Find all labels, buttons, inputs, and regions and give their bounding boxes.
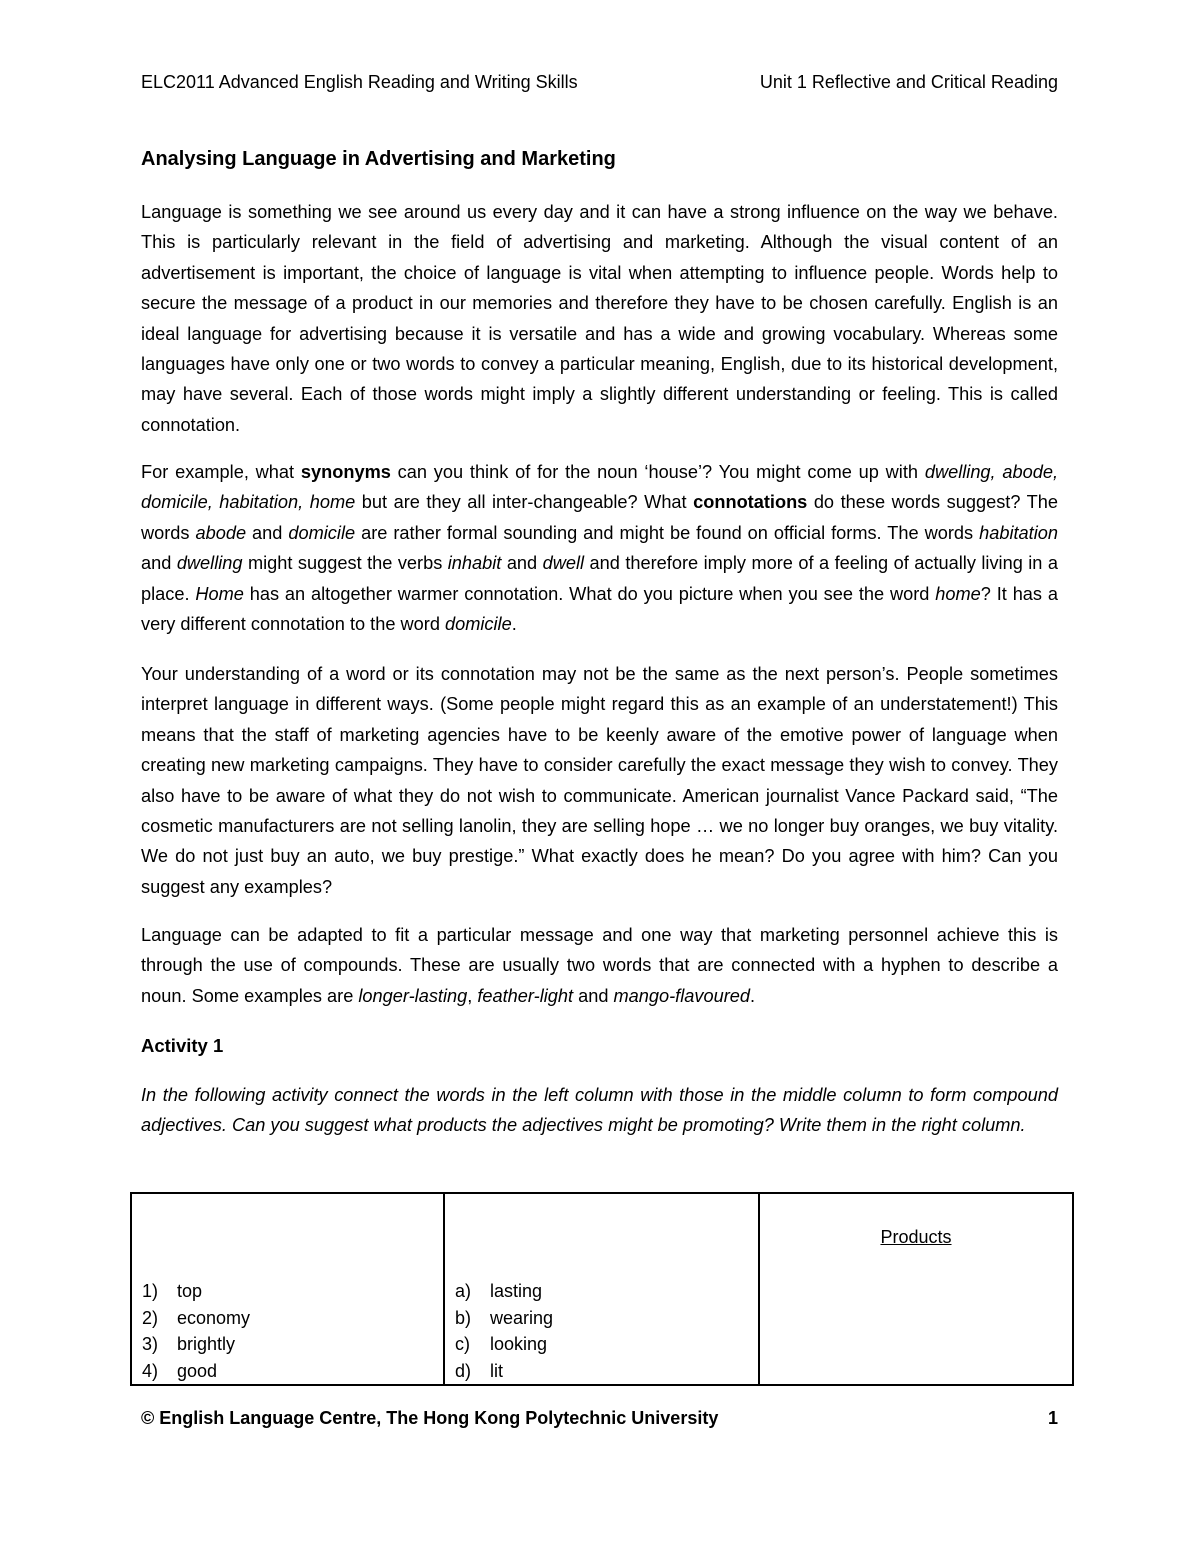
item-marker: a) [455, 1281, 472, 1301]
bold-term: connotations [693, 492, 808, 513]
page-number: 1 [1047, 1408, 1058, 1428]
item-word: brightly [177, 1334, 236, 1354]
paragraph-1: Language is something we see around us every day and it can have a strong influence on the way we behave. This is particularly relevant in the field of advertising and marketing. Although the visual content of an advertisement is important, the choice of language is vital when attempting to influence people. Words help to secure the message of a product in our memories and therefore they have to be chosen carefully. English is an ideal language for advertising because it is versatile and has a wide and growing vocabulary. Whereas some languages have only one or two words to convey a particular meaning, English, due to its historical development, may have several. Each of those words might imply a slightly different understanding or feeling. This is called connotation. [141, 202, 1058, 435]
copyright-notice: © English Language Centre, The Hong Kong Polytechnic University [141, 1408, 719, 1428]
bold-term: synonyms [300, 462, 391, 482]
page-header [141, 72, 1058, 93]
text-run: For example, what [141, 462, 301, 482]
text-run: and therefore imply more of a feeling of actually living in a place. [141, 553, 1058, 604]
products-header: Products [880, 1227, 952, 1247]
left-word-list [132, 1278, 443, 1384]
italic-term: dwelling [176, 553, 243, 574]
item-marker: 2) [142, 1307, 159, 1328]
text-run: and [246, 522, 289, 543]
paragraph-4 [141, 920, 1058, 1011]
table-row [131, 1193, 1073, 1385]
item-marker: 3) [142, 1334, 159, 1354]
item-marker: b) [455, 1307, 472, 1328]
text-run: are rather formal sounding and might be found on official forms. The words [355, 522, 980, 543]
text-run: do these words suggest? The words [141, 492, 1058, 543]
item-word: good [177, 1360, 218, 1381]
list-item [445, 1278, 758, 1305]
item-word: lit [490, 1360, 503, 1381]
activity-heading: Activity 1 [141, 1035, 224, 1056]
item-marker: c) [455, 1334, 470, 1354]
paragraph-3: Your understanding of a word or its connotation may not be the same as the next person’s. People sometimes interpret language in different ways. (Some people might regard this as an example of an understatement!) This means that the staff of marketing agencies have to be keenly aware of the emotive power of language when creating new marketing campaigns. They have to consider carefully the exact message they wish to convey. They also have to be aware of what they do not wish to communicate. American journalist Vance Packard said, “The cosmetic manufacturers are not selling lanolin, they are selling hope … we no longer buy oranges, we buy vitality. We do not just buy an auto, we buy prestige.” What exactly does he mean? Do you agree with him? Can you suggest any examples? [141, 664, 1058, 897]
list-item [445, 1358, 758, 1385]
item-marker: d) [455, 1360, 472, 1381]
italic-term: habitation [979, 522, 1058, 543]
list-item [132, 1358, 443, 1385]
text-run: and [573, 985, 614, 1006]
item-word: looking [490, 1334, 548, 1354]
text-run: ? It has a very different connotation to the word [141, 583, 1058, 635]
compound-adjectives-table [130, 1192, 1074, 1386]
italic-term: Home [195, 583, 244, 604]
paragraph-2 [141, 457, 1058, 639]
list-item [132, 1278, 443, 1305]
item-word: top [177, 1281, 203, 1301]
italic-term: domicile [288, 522, 356, 543]
italic-term: abode [195, 522, 247, 543]
list-item [445, 1305, 758, 1332]
middle-word-list [445, 1278, 758, 1384]
list-item [132, 1305, 443, 1332]
text-run: and [501, 553, 543, 574]
item-word: lasting [490, 1281, 543, 1301]
text-run: . [511, 614, 517, 635]
text-run: . [750, 985, 756, 1006]
italic-term: longer-lasting [358, 985, 468, 1006]
document-title: Analysing Language in Advertising and Marketing [141, 148, 616, 170]
middle-column [444, 1193, 759, 1385]
italic-term: dwell [542, 553, 585, 574]
item-word: wearing [490, 1307, 554, 1328]
italic-term: dwelling, abode, domicile, habitation, home [141, 462, 1059, 513]
activity-instructions: In the following activity connect the words in the left column with those in the middle column to form compound adjectives. Can you suggest what products the adjectives might be promoting? Write them in the right column. [141, 1085, 1058, 1136]
text-run: can you think of for the noun ‘house’? You might come up with [390, 462, 925, 482]
italic-term: mango-flavoured [613, 985, 751, 1006]
left-column [131, 1193, 444, 1385]
unit-title: Unit 1 Reflective and Critical Reading [759, 72, 1058, 92]
italic-term: home [935, 583, 981, 604]
text-run: , [467, 985, 478, 1006]
list-item [132, 1331, 443, 1358]
item-marker: 4) [142, 1360, 159, 1381]
italic-term: domicile [444, 614, 512, 635]
text-run: but are they all inter-changeable? What [355, 492, 694, 513]
text-run: and [141, 553, 177, 574]
item-marker: 1) [142, 1281, 159, 1301]
text-run: has an altogether warmer connotation. What do you picture when you see the word [243, 583, 936, 604]
item-word: economy [177, 1307, 251, 1328]
italic-term: inhabit [447, 553, 502, 574]
text-run: Language can be adapted to fit a particular message and one way that marketing personnel achieve this is through the use of compounds. These are usually two words that are connected with a hyphen to describe a noun. Some examples are [141, 925, 1058, 1006]
italic-term: feather-light [477, 985, 574, 1006]
page-footer [141, 1408, 1058, 1429]
course-title: ELC2011 Advanced English Reading and Writing Skills [141, 72, 578, 92]
list-item [445, 1331, 758, 1358]
text-run: might suggest the verbs [242, 553, 448, 574]
products-column [759, 1193, 1073, 1385]
